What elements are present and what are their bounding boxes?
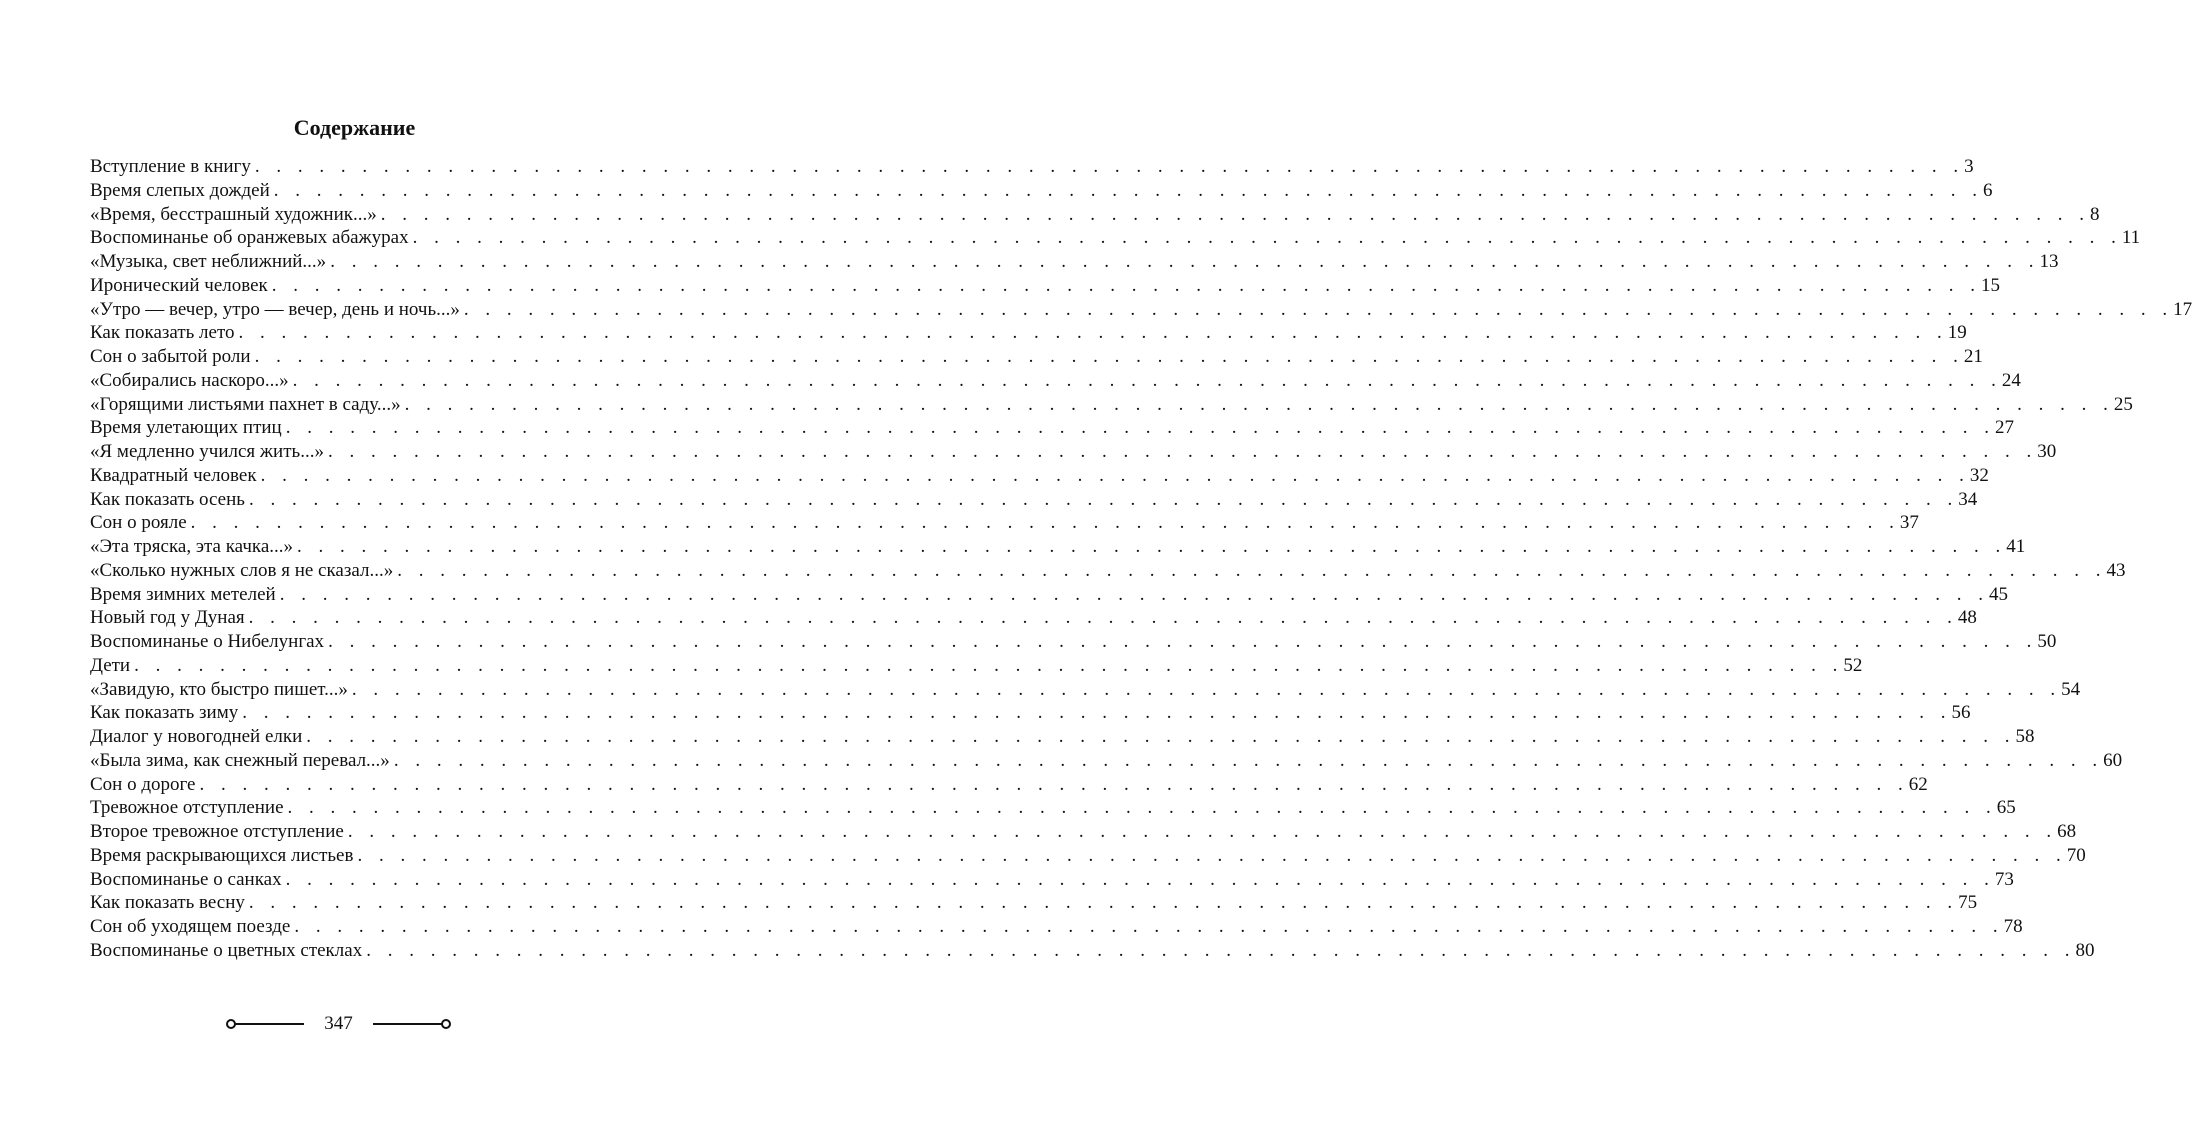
footer-rule-left bbox=[234, 1023, 304, 1025]
toc-entry bbox=[90, 583, 2008, 607]
toc-entry-page: 70 bbox=[2066, 844, 2086, 866]
toc-entry bbox=[90, 250, 2059, 274]
toc-dot-leader: . . . . . . . . . . . . . . . . . . . . . . . . . . . . . . . . . . . . . . . . . . . . . . . . . . . . . . . . . . . . . . . . . . . . . . . . . . . . . . . . bbox=[366, 939, 2076, 961]
toc-entry-title: Воспоминанье о санках bbox=[90, 868, 282, 890]
toc-entry-page: 21 bbox=[1963, 346, 1983, 367]
page-title: Содержание bbox=[293, 115, 416, 140]
toc-dot-leader: . . . . . . . . . . . . . . . . . . . . . . . . . . . . . . . . . . . . . . . . . . . . . . . . . . . . . . . . . . . . . . . . . . . . . . . . . . . . . . . . bbox=[328, 631, 2038, 652]
toc-entry-page: 34 bbox=[1958, 488, 1978, 510]
toc-entry-title: Время раскрывающихся листьев bbox=[90, 844, 354, 866]
toc-entry-title: Диалог у новогодней елки bbox=[90, 726, 303, 747]
toc-entry-title: Как показать лето bbox=[90, 322, 235, 344]
toc-entry-page: 3 bbox=[1964, 156, 1974, 177]
toc-entry bbox=[90, 393, 2133, 417]
toc-entry-title: Как показать зиму bbox=[90, 702, 239, 724]
toc-entry-title: «Эта тряска, эта качка...» bbox=[90, 536, 294, 557]
toc-entry-title: «Была зима, как снежный перевал...» bbox=[90, 749, 390, 771]
toc-entry-title: «Сколько нужных слов я не сказал...» bbox=[90, 559, 394, 581]
toc-entry-page: 48 bbox=[1957, 607, 1977, 629]
toc-entry-page: 15 bbox=[1981, 274, 2001, 296]
toc-entry-title: Как показать осень bbox=[90, 488, 245, 510]
toc-dot-leader: . . . . . . . . . . . . . . . . . . . . . . . . . . . . . . . . . . . . . . . . . . . . . . . . . . . . . . . . . . . . . . . . . . . . . . . . . . . . . . . . bbox=[393, 749, 2104, 771]
toc-entry-title: Сон о рояле bbox=[90, 512, 187, 534]
toc-entry bbox=[90, 155, 1974, 179]
toc-dot-leader: . . . . . . . . . . . . . . . . . . . . . . . . . . . . . . . . . . . . . . . . . . . . . . . . . . . . . . . . . . . . . . . . . . . . . . . . . . . . . . . . bbox=[271, 274, 1982, 296]
toc-entry-page: 25 bbox=[2113, 393, 2133, 415]
toc-entry-page: 80 bbox=[2075, 939, 2095, 961]
toc-entry bbox=[90, 203, 2100, 227]
toc-dot-leader: . . . . . . . . . . . . . . . . . . . . . . . . . . . . . . . . . . . . . . . . . . . . . . . . . . . . . . . . . . . . . . . . . . . . . . . . . . . . . . . . bbox=[273, 179, 1983, 201]
toc-dot-leader: . . . . . . . . . . . . . . . . . . . . . . . . . . . . . . . . . . . . . . . . . . . . . . . . . . . . . . . . . . . . . . . . . . . . . . . . . . . . . . . . bbox=[254, 346, 1964, 367]
toc-entry bbox=[90, 891, 1978, 915]
toc-entry-title: Время улетающих птиц bbox=[90, 417, 282, 439]
toc-entry-page: 54 bbox=[2061, 678, 2081, 700]
toc-dot-leader: . . . . . . . . . . . . . . . . . . . . . . . . . . . . . . . . . . . . . . . . . . . . . . . . . . . . . . . . . . . . . . . . . . . . . . . . . . . . . . . . bbox=[297, 536, 2007, 557]
toc-entry bbox=[90, 440, 2057, 464]
toc-dot-leader: . . . . . . . . . . . . . . . . . . . . . . . . . . . . . . . . . . . . . . . . . . . . . . . . . . . . . . . . . . . . . . . . . . . . . . . . . . . . . . . . bbox=[347, 821, 2058, 842]
toc-entry bbox=[90, 488, 1978, 512]
page-number: 347 bbox=[324, 1013, 353, 1034]
toc-entry bbox=[90, 345, 1983, 369]
toc-entry-title: Как показать весну bbox=[90, 892, 245, 914]
toc-entry-page: 78 bbox=[2003, 916, 2023, 937]
toc-entry-title: Время слепых дождей bbox=[90, 179, 270, 201]
toc-dot-leader: . . . . . . . . . . . . . . . . . . . . . . . . . . . . . . . . . . . . . . . . . . . . . . . . . . . . . . . . . . . . . . . . . . . . . . . . . . . . . . . . bbox=[134, 654, 1844, 676]
ornament-right-icon bbox=[441, 1019, 451, 1029]
toc-entry-page: 50 bbox=[2037, 631, 2057, 652]
page-footer bbox=[0, 1012, 709, 1036]
toc-entry-page: 19 bbox=[1947, 322, 1967, 344]
toc-entry-page: 75 bbox=[1958, 892, 1978, 914]
toc-entry bbox=[90, 844, 2086, 868]
toc-entry-page: 24 bbox=[2001, 369, 2021, 391]
toc-entry-title: Квадратный человек bbox=[90, 464, 257, 486]
toc-entry-title: «Собирались наскоро...» bbox=[90, 369, 289, 391]
toc-dot-leader: . . . . . . . . . . . . . . . . . . . . . . . . . . . . . . . . . . . . . . . . . . . . . . . . . . . . . . . . . . . . . . . . . . . . . . . . . . . . . . . . bbox=[397, 559, 2107, 581]
toc-entry bbox=[90, 939, 2095, 963]
toc-entry-title: Воспоминанье об оранжевых абажурах bbox=[90, 227, 409, 249]
toc-dot-leader: . . . . . . . . . . . . . . . . . . . . . . . . . . . . . . . . . . . . . . . . . . . . . . . . . . . . . . . . . . . . . . . . . . . . . . . . . . . . . . . . bbox=[330, 251, 2040, 272]
toc-dot-leader: . . . . . . . . . . . . . . . . . . . . . . . . . . . . . . . . . . . . . . . . . . . . . . . . . . . . . . . . . . . . . . . . . . . . . . . . . . . . . . . . bbox=[285, 417, 1995, 439]
toc-entry-title: «Горящими листьями пахнет в саду...» bbox=[90, 393, 401, 415]
toc-entry-title: Дети bbox=[90, 654, 131, 676]
toc-dot-leader: . . . . . . . . . . . . . . . . . . . . . . . . . . . . . . . . . . . . . . . . . . . . . . . . . . . . . . . . . . . . . . . . . . . . . . . . . . . . . . . . bbox=[294, 916, 2004, 937]
toc-entry-title: Иронический человек bbox=[90, 274, 268, 296]
toc-entry bbox=[90, 416, 2014, 440]
toc-entry-page: 62 bbox=[1908, 773, 1928, 795]
toc-entry-title: «Время, бесстрашный художник...» bbox=[90, 203, 377, 225]
toc-entry-page: 58 bbox=[2015, 726, 2035, 747]
toc-entry-page: 32 bbox=[1969, 464, 1989, 486]
toc-entry bbox=[90, 321, 1967, 345]
toc-entry-title: Сон об уходящем поезде bbox=[90, 916, 291, 937]
table-of-contents bbox=[90, 155, 2192, 963]
toc-entry bbox=[90, 796, 2016, 820]
toc-entry-page: 65 bbox=[1996, 797, 2016, 819]
toc-entry-title: «Музыка, свет неближний...» bbox=[90, 251, 327, 272]
toc-entry-page: 8 bbox=[2089, 203, 2100, 225]
toc-entry bbox=[90, 274, 2001, 298]
toc-entry-page: 60 bbox=[2103, 749, 2123, 771]
toc-entry-page: 17 bbox=[2173, 298, 2192, 320]
toc-dot-leader: . . . . . . . . . . . . . . . . . . . . . . . . . . . . . . . . . . . . . . . . . . . . . . . . . . . . . . . . . . . . . . . . . . . . . . . . . . . . . . . . bbox=[351, 678, 2062, 700]
toc-entry bbox=[90, 606, 1977, 630]
toc-dot-leader: . . . . . . . . . . . . . . . . . . . . . . . . . . . . . . . . . . . . . . . . . . . . . . . . . . . . . . . . . . . . . . . . . . . . . . . . . . . . . . . . bbox=[404, 393, 2114, 415]
toc-entry bbox=[90, 678, 2081, 702]
toc-dot-leader: . . . . . . . . . . . . . . . . . . . . . . . . . . . . . . . . . . . . . . . . . . . . . . . . . . . . . . . . . . . . . . . . . . . . . . . . . . . . . . . . bbox=[292, 369, 2002, 391]
toc-dot-leader: . . . . . . . . . . . . . . . . . . . . . . . . . . . . . . . . . . . . . . . . . . . . . . . . . . . . . . . . . . . . . . . . . . . . . . . . . . . . . . . . bbox=[380, 203, 2090, 225]
toc-entry-title: Тревожное отступление bbox=[90, 797, 284, 819]
toc-dot-leader: . . . . . . . . . . . . . . . . . . . . . . . . . . . . . . . . . . . . . . . . . . . . . . . . . . . . . . . . . . . . . . . . . . . . . . . . . . . . . . . . bbox=[463, 298, 2174, 320]
toc-entry bbox=[90, 179, 1993, 203]
toc-entry-page: 6 bbox=[1983, 179, 1993, 201]
toc-entry-page: 11 bbox=[2121, 227, 2141, 249]
toc-entry-page: 30 bbox=[2037, 441, 2057, 462]
toc-dot-leader: . . . . . . . . . . . . . . . . . . . . . . . . . . . . . . . . . . . . . . . . . . . . . . . . . . . . . . . . . . . . . . . . . . . . . . . . . . . . . . . . bbox=[287, 797, 1997, 819]
toc-dot-leader: . . . . . . . . . . . . . . . . . . . . . . . . . . . . . . . . . . . . . . . . . . . . . . . . . . . . . . . . . . . . . . . . . . . . . . . . . . . . . . . . bbox=[412, 227, 2122, 249]
toc-entry bbox=[90, 820, 2077, 844]
toc-dot-leader: . . . . . . . . . . . . . . . . . . . . . . . . . . . . . . . . . . . . . . . . . . . . . . . . . . . . . . . . . . . . . . . . . . . . . . . . . . . . . . . . bbox=[248, 607, 1958, 629]
toc-entry-title: «Утро — вечер, утро — вечер, день и ночь...» bbox=[90, 298, 460, 320]
toc-dot-leader: . . . . . . . . . . . . . . . . . . . . . . . . . . . . . . . . . . . . . . . . . . . . . . . . . . . . . . . . . . . . . . . . . . . . . . . . . . . . . . . . bbox=[285, 868, 1995, 890]
footer-rule-right bbox=[373, 1023, 443, 1025]
toc-entry-page: 56 bbox=[1951, 702, 1971, 724]
toc-entry-page: 68 bbox=[2057, 821, 2077, 842]
toc-entry bbox=[90, 725, 2035, 749]
toc-entry bbox=[90, 535, 2026, 559]
toc-dot-leader: . . . . . . . . . . . . . . . . . . . . . . . . . . . . . . . . . . . . . . . . . . . . . . . . . . . . . . . . . . . . . . . . . . . . . . . . . . . . . . . . bbox=[190, 512, 1900, 534]
toc-entry bbox=[90, 464, 1989, 488]
toc-entry bbox=[90, 298, 2192, 322]
toc-dot-leader: . . . . . . . . . . . . . . . . . . . . . . . . . . . . . . . . . . . . . . . . . . . . . . . . . . . . . . . . . . . . . . . . . . . . . . . . . . . . . . . . bbox=[238, 322, 1948, 344]
toc-entry bbox=[90, 773, 1928, 797]
toc-dot-leader: . . . . . . . . . . . . . . . . . . . . . . . . . . . . . . . . . . . . . . . . . . . . . . . . . . . . . . . . . . . . . . . . . . . . . . . . . . . . . . . . bbox=[254, 156, 1965, 177]
toc-entry-title: Новый год у Дуная bbox=[90, 607, 245, 629]
toc-entry-title: «Завидую, кто быстро пишет...» bbox=[90, 678, 348, 700]
toc-entry-title: Сон о забытой роли bbox=[90, 346, 251, 367]
toc-entry bbox=[90, 701, 1971, 725]
toc-dot-leader: . . . . . . . . . . . . . . . . . . . . . . . . . . . . . . . . . . . . . . . . . . . . . . . . . . . . . . . . . . . . . . . . . . . . . . . . . . . . . . . . bbox=[199, 773, 1909, 795]
toc-dot-leader: . . . . . . . . . . . . . . . . . . . . . . . . . . . . . . . . . . . . . . . . . . . . . . . . . . . . . . . . . . . . . . . . . . . . . . . . . . . . . . . . bbox=[327, 441, 2038, 462]
toc-entry-title: Сон о дороге bbox=[90, 773, 196, 795]
toc-entry-title: «Я медленно учился жить...» bbox=[90, 441, 324, 462]
toc-entry-page: 27 bbox=[1994, 417, 2014, 439]
toc-entry bbox=[90, 630, 2057, 654]
toc-entry-page: 37 bbox=[1899, 512, 1919, 534]
toc-entry-page: 45 bbox=[1988, 583, 2008, 605]
toc-dot-leader: . . . . . . . . . . . . . . . . . . . . . . . . . . . . . . . . . . . . . . . . . . . . . . . . . . . . . . . . . . . . . . . . . . . . . . . . . . . . . . . . bbox=[242, 702, 1952, 724]
toc-entry-title: Вступление в книгу bbox=[90, 156, 251, 177]
toc-dot-leader: . . . . . . . . . . . . . . . . . . . . . . . . . . . . . . . . . . . . . . . . . . . . . . . . . . . . . . . . . . . . . . . . . . . . . . . . . . . . . . . . bbox=[306, 726, 2016, 747]
toc-entry-page: 73 bbox=[1994, 868, 2014, 890]
toc-entry bbox=[90, 749, 2123, 773]
toc-entry bbox=[90, 559, 2126, 583]
toc-dot-leader: . . . . . . . . . . . . . . . . . . . . . . . . . . . . . . . . . . . . . . . . . . . . . . . . . . . . . . . . . . . . . . . . . . . . . . . . . . . . . . . . bbox=[248, 892, 1959, 914]
toc-entry-title: Второе тревожное отступление bbox=[90, 821, 344, 842]
toc-entry bbox=[90, 369, 2021, 393]
toc-entry bbox=[90, 226, 2141, 250]
toc-dot-leader: . . . . . . . . . . . . . . . . . . . . . . . . . . . . . . . . . . . . . . . . . . . . . . . . . . . . . . . . . . . . . . . . . . . . . . . . . . . . . . . . bbox=[260, 464, 1970, 486]
toc-entry-title: Время зимних метелей bbox=[90, 583, 276, 605]
toc-entry bbox=[90, 511, 1919, 535]
toc-dot-leader: . . . . . . . . . . . . . . . . . . . . . . . . . . . . . . . . . . . . . . . . . . . . . . . . . . . . . . . . . . . . . . . . . . . . . . . . . . . . . . . . bbox=[357, 844, 2067, 866]
toc-dot-leader: . . . . . . . . . . . . . . . . . . . . . . . . . . . . . . . . . . . . . . . . . . . . . . . . . . . . . . . . . . . . . . . . . . . . . . . . . . . . . . . . bbox=[279, 583, 1989, 605]
toc-entry-title: Воспоминанье о цветных стеклах bbox=[90, 939, 363, 961]
toc-entry bbox=[90, 654, 1863, 678]
toc-entry-page: 52 bbox=[1843, 654, 1863, 676]
toc-entry-page: 43 bbox=[2106, 559, 2126, 581]
toc-entry bbox=[90, 915, 2023, 939]
toc-dot-leader: . . . . . . . . . . . . . . . . . . . . . . . . . . . . . . . . . . . . . . . . . . . . . . . . . . . . . . . . . . . . . . . . . . . . . . . . . . . . . . . . bbox=[248, 488, 1959, 510]
toc-entry bbox=[90, 868, 2014, 892]
toc-entry-title: Воспоминанье о Нибелунгах bbox=[90, 631, 325, 652]
toc-entry-page: 13 bbox=[2039, 251, 2059, 272]
toc-entry-page: 41 bbox=[2006, 536, 2026, 557]
